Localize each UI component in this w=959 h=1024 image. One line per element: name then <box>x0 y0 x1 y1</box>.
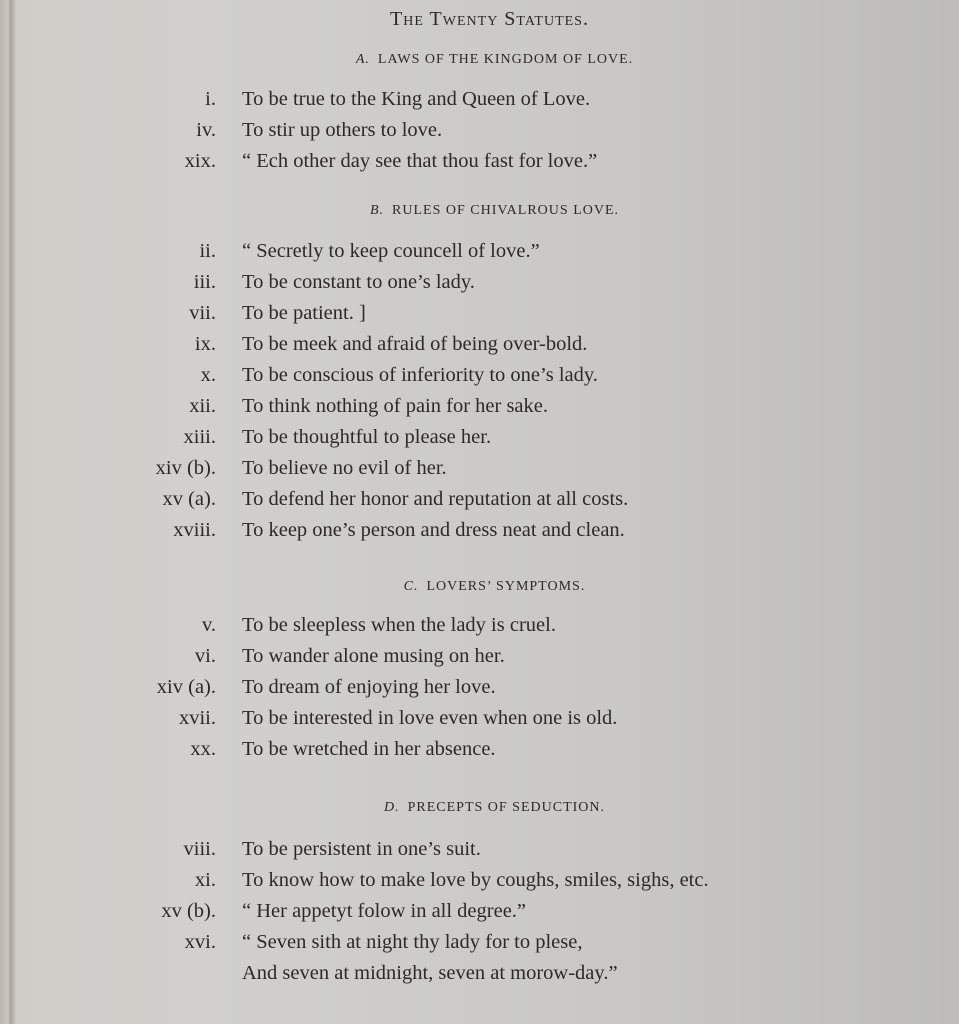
statute-number: vii. <box>189 302 216 324</box>
statute-text: To know how to make love by coughs, smiles, sighs, etc. <box>242 869 709 891</box>
statute-text: To be persistent in one’s suit. <box>242 838 481 860</box>
statute-number: ii. <box>199 240 216 262</box>
page-title: The Twenty Statutes. <box>390 8 589 30</box>
statute-text: To think nothing of pain for her sake. <box>242 395 548 417</box>
section-heading <box>0 579 959 595</box>
statute-text: “ Her appetyt folow in all degree.” <box>242 900 527 922</box>
statute-text: To stir up others to love. <box>242 119 443 141</box>
statute-number: vi. <box>194 645 216 667</box>
statute-text: To be conscious of inferiority to one’s lady. <box>242 364 598 386</box>
statute-text: To be sleepless when the lady is cruel. <box>242 614 556 636</box>
section-heading <box>0 52 959 68</box>
section-letter: C. <box>403 579 419 594</box>
section-heading <box>0 203 959 219</box>
statute-number: xii. <box>189 395 216 417</box>
statute-text: “ Seven sith at night thy lady for to plese, <box>242 931 583 953</box>
statute-number: xiv (a). <box>156 676 216 698</box>
statute-number: xiv (b). <box>155 457 216 479</box>
section-letter: A. <box>355 52 370 67</box>
statute-text: To be constant to one’s lady. <box>242 271 475 293</box>
statute-number: xviii. <box>173 519 216 541</box>
statute-number: xv (a). <box>162 488 216 510</box>
statute-number: iv. <box>196 119 216 141</box>
statute-number: v. <box>201 614 216 636</box>
statute-number: xvi. <box>184 931 216 953</box>
statute-text: To believe no evil of her. <box>242 457 447 479</box>
statute-number: xix. <box>184 150 216 172</box>
statute-number: xv (b). <box>161 900 216 922</box>
statute-number: ix. <box>194 333 216 355</box>
section-letter: B. <box>369 203 385 218</box>
section-title: LOVERS’ SYMPTOMS. <box>426 579 586 594</box>
statute-number: iii. <box>193 271 216 293</box>
statute-text: To be wretched in her absence. <box>242 738 496 760</box>
statute-text: “ Secretly to keep councell of love.” <box>242 240 540 262</box>
statute-text: And seven at midnight, seven at morow-day.” <box>242 962 618 984</box>
statute-text: To be true to the King and Queen of Love. <box>242 88 591 110</box>
statute-text: To keep one’s person and dress neat and clean. <box>242 519 625 541</box>
section-title: RULES OF CHIVALROUS LOVE. <box>392 203 620 218</box>
statute-text: To be thoughtful to please her. <box>242 426 492 448</box>
statute-number: xvii. <box>178 707 216 729</box>
statute-number: xiii. <box>183 426 216 448</box>
statute-text: To be meek and afraid of being over-bold. <box>242 333 588 355</box>
section-letter: D. <box>383 800 400 815</box>
statute-text: To defend her honor and reputation at all costs. <box>242 488 629 510</box>
statute-text: To dream of enjoying her love. <box>242 676 496 698</box>
section-title: LAWS OF THE KINGDOM OF LOVE. <box>377 52 634 67</box>
statute-text: To be patient. ] <box>242 302 366 324</box>
statute-number: viii. <box>183 838 216 860</box>
statute-number: xi. <box>194 869 216 891</box>
statute-number: x. <box>200 364 216 386</box>
section-title: PRECEPTS OF SEDUCTION. <box>407 800 606 815</box>
section-heading <box>0 800 959 816</box>
statute-text: To be interested in love even when one is old. <box>242 707 618 729</box>
statute-text: To wander alone musing on her. <box>242 645 505 667</box>
statute-number: xx. <box>190 738 216 760</box>
statute-text: “ Ech other day see that thou fast for love.” <box>242 150 598 172</box>
statute-number: i. <box>205 88 216 110</box>
